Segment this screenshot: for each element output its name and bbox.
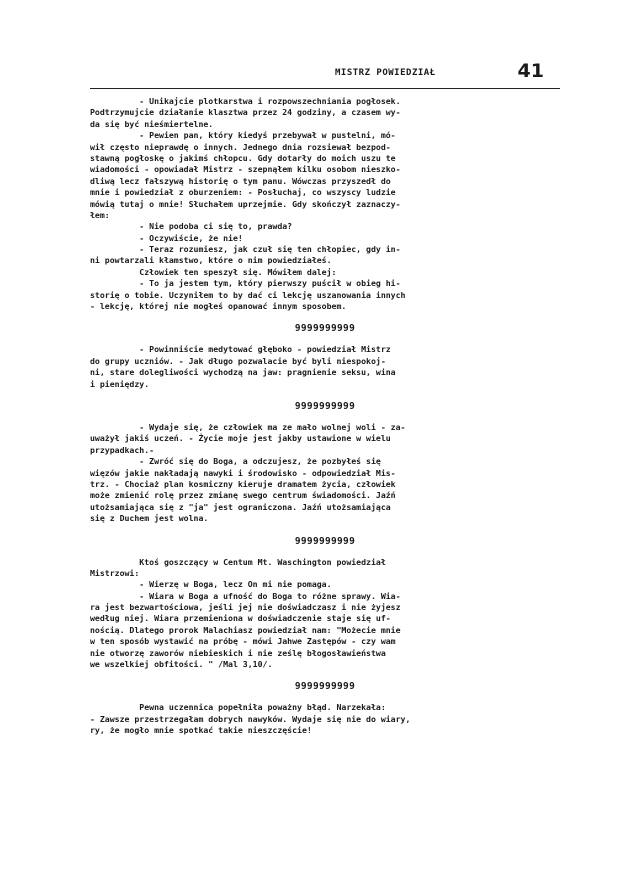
page-header [90, 60, 560, 89]
text-line: - Pewien pan, który kiedyś przebywał w pustelni, mó- [90, 130, 396, 141]
text-line: wiadomości - opowiadał Mistrz - szepnąłem kilku osobom nieszko- [90, 164, 401, 175]
paragraph [90, 702, 560, 736]
text-line: Ktoś goszczący w Centum Mt. Waschington powiedział [90, 556, 386, 567]
section-separator: 9999999999 [294, 400, 356, 412]
text-line: Pewna uczennica popełniła poważny błąd. Narzekała: [90, 702, 386, 713]
text-line: przypadkach.- [90, 444, 155, 455]
running-title: MISTRZ POWIEDZIAŁ [335, 68, 436, 78]
text-line: - Zawsze przestrzegałam dobrych nawyków. Wydaje się nie do wiary, [90, 713, 411, 724]
text-line: - Nie podoba ci się to, prawda? [90, 221, 293, 232]
section-separator: 9999999999 [294, 681, 356, 693]
text-line: - Unikajcie plotkarstwa i rozpowszechniania pogłosek. [90, 96, 401, 106]
text-line: i pieniędzy. [90, 378, 150, 389]
text-line: - To ja jestem tym, który pierwszy puścił w obieg hi- [90, 278, 401, 289]
text-line: trz. - Chociaż plan kosmiczny kieruje dramatem życia, człowiek [90, 478, 396, 489]
paragraph [90, 344, 560, 390]
paragraph [90, 422, 560, 525]
text-line: ra jest bezwartościowa, jeśli jej nie doświadczasz i nie żyjesz [90, 602, 401, 613]
text-line: utożsamiająca się z "ja" jest ograniczona. Jaźń utożsamiająca [90, 501, 391, 512]
text-line: Podtrzymujcie działanie klasztwa przez 24 godziny, a czasem wy- [90, 107, 401, 118]
text-line: Człowiek ten speszył się. Mówiłem dalej: [90, 266, 337, 277]
text-line: ni, stare dolegliwości wychodzą na jaw: pragnienie seksu, wina [90, 367, 396, 378]
page-number: 41 [517, 60, 544, 82]
text-line: w ten sposób wystawić na próbę - mówi Jahwe Zastępów - czy wam [90, 636, 396, 647]
text-line: stawną pogłoskę o jakimś chłopcu. Gdy dotarły do moich uszu te [90, 152, 396, 163]
text-line: - Wiara w Boga a ufność do Boga to różne sprawy. Wia- [90, 590, 401, 601]
text-line: wił często nieprawdę o innych. Jednego dnia rozsiewał bezpod- [90, 141, 391, 152]
text-line: - Wydaje się, że człowiek ma ze mało wolnej woli - za- [90, 421, 406, 432]
text-line: - lekcję, której nie mogłeś opanować innym sposobem. [90, 301, 347, 312]
text-line: mnie i powiedział z oburzeniem: - Posłuchaj, co wszyscy ludzie [90, 187, 396, 198]
text-line: mówią tutaj o mnie! Słuchałem uprzejmie. Gdy skończył zaznaczy- [90, 198, 401, 209]
text-line: dliwą lecz fałszywą historię o tym panu. Wówczas przyszedł do [90, 175, 391, 186]
page-body [90, 96, 560, 737]
section-separator: 9999999999 [294, 323, 356, 335]
text-line: więzów jakie nakładają nawyki i środowisko - odpowiedział Mis- [90, 467, 396, 478]
text-line: nością. Dlatego prorok Malachiasz powiedział nam: "Możecie mnie [90, 624, 401, 635]
text-line: uważył jakiś uczeń. - Życie moje jest jakby ustawione w wielu [90, 433, 391, 444]
text-line: ry, że mogło mnie spotkać takie nieszczęście! [90, 725, 312, 736]
text-line: ni powtarzali kłamstwo, które o nim powiedziałeś. [90, 255, 332, 266]
text-line: do grupy uczniów. - Jak długo pozwalacie być byli niespokoj- [90, 355, 386, 366]
text-line: da się być nieśmiertelne. [90, 118, 214, 129]
text-line: może zmienić rolę przez zmianę swego centrum świadomości. Jaźń [90, 490, 396, 501]
text-line: według niej. Wiara przemieniona w doświadczenie staje się uf- [90, 613, 391, 624]
section-separator: 9999999999 [294, 535, 356, 547]
paragraph [90, 557, 560, 671]
text-line: łem: [90, 209, 110, 220]
text-line: Mistrzowi: [90, 567, 140, 578]
text-line: - Oczywiście, że nie! [90, 232, 243, 243]
text-line: - Zwróć się do Boga, a odczujesz, że pozbyłeś się [90, 456, 381, 467]
text-line: - Powinniście medytować głęboko - powiedział Mistrz [90, 344, 391, 355]
text-line: nie otworzę zaworów niebieskich i nie ześlę błogosławieństwa [90, 647, 386, 658]
text-line: się z Duchem jest wolna. [90, 513, 209, 524]
text-line: storię o tobie. Uczyniłem to by dać ci lekcję uszanowania innych [90, 289, 406, 300]
text-line: - Wierzę w Boga, lecz On mi nie pomaga. [90, 579, 332, 590]
paragraph [90, 96, 560, 312]
text-line: - Teraz rozumiesz, jak czuł się ten chłopiec, gdy in- [90, 244, 401, 255]
text-line: we wszelkiej obfitości. " /Mal 3,10/. [90, 659, 273, 670]
